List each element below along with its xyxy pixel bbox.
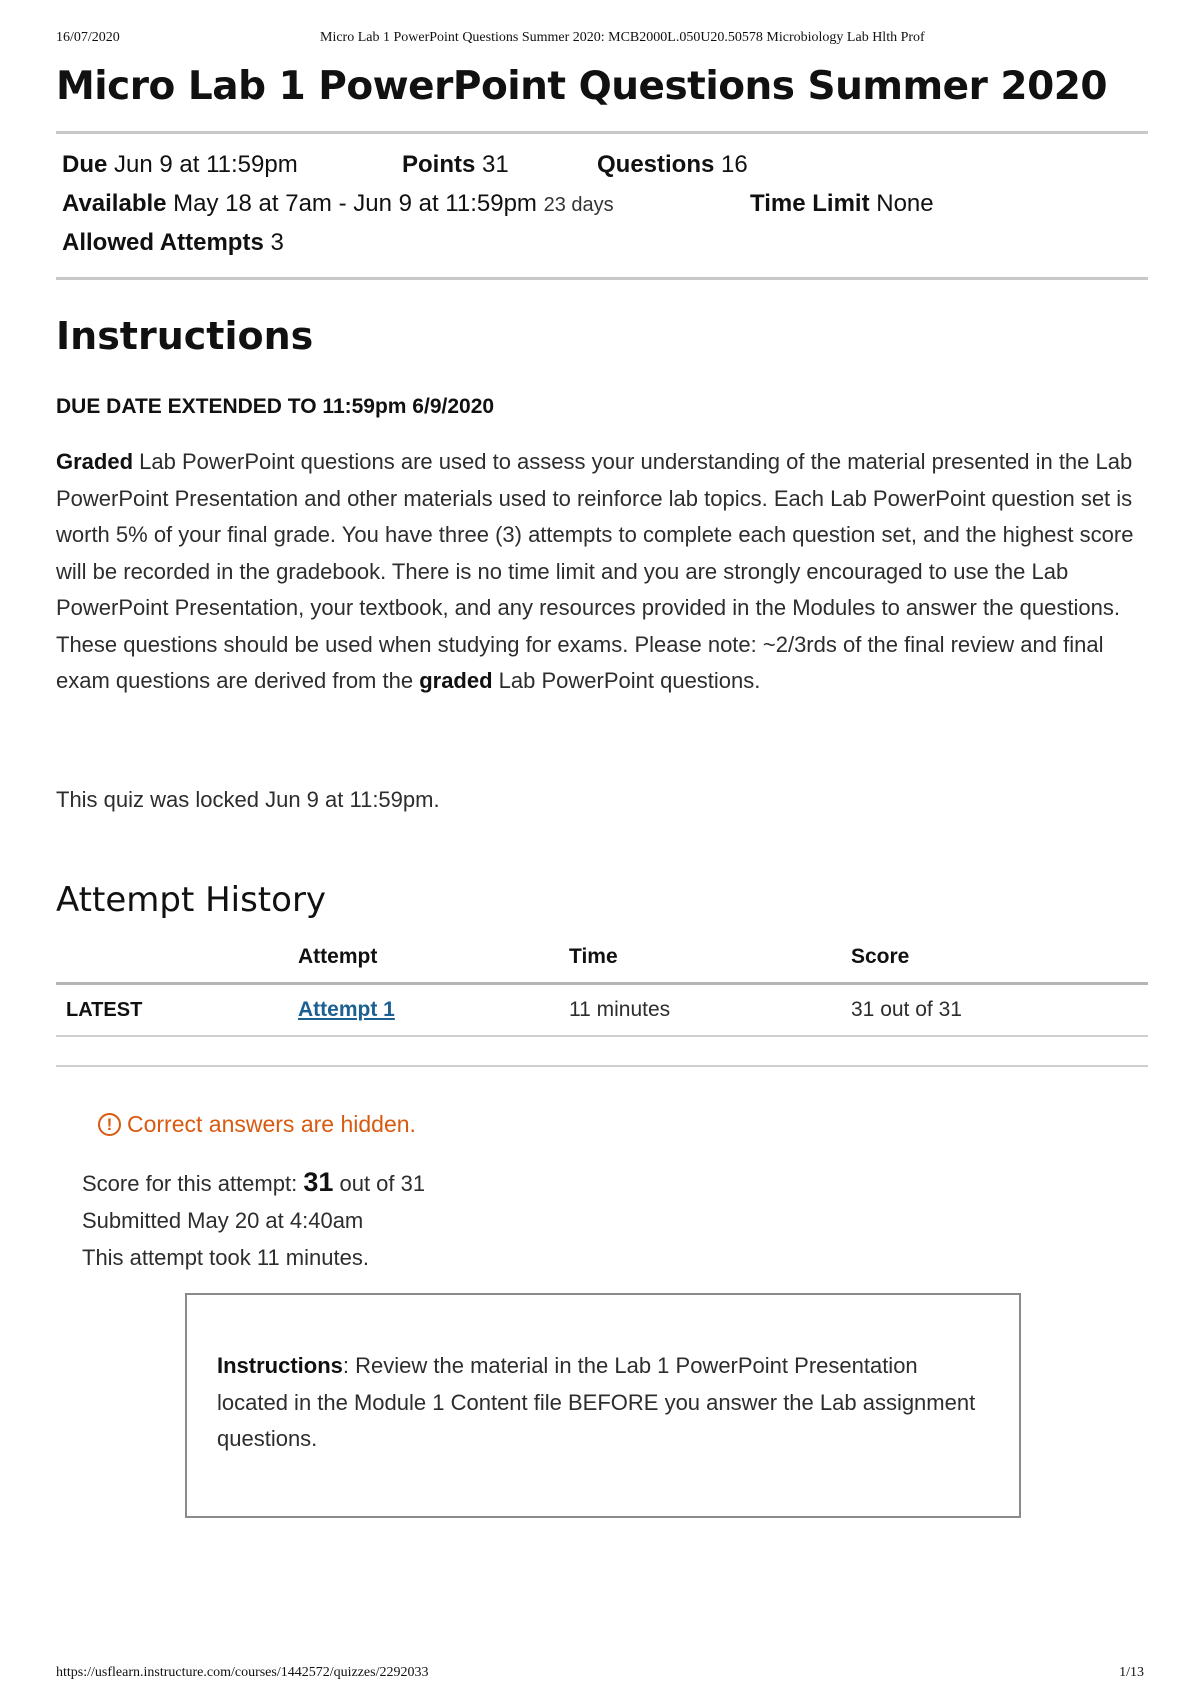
score-suffix: out of 31 <box>333 1171 426 1196</box>
submitted-line: Submitted May 20 at 4:40am <box>82 1208 364 1233</box>
due-date <box>62 151 298 179</box>
table-header-row <box>56 932 1148 984</box>
print-url: https://usflearn.instructure.com/courses/1442572/quizzes/2292033 <box>56 1665 429 1680</box>
column-header-time: Time <box>569 932 851 984</box>
time-limit-value: None <box>876 190 934 217</box>
available-value: May 18 at 7am - Jun 9 at 11:59pm <box>173 190 537 217</box>
due-extended-notice: DUE DATE EXTENDED TO 11:59pm 6/9/2020 <box>56 395 495 418</box>
questions-label: Questions <box>597 151 715 178</box>
instructions-text <box>56 444 1151 700</box>
attempt-history-heading: Attempt History <box>56 880 327 920</box>
attempt-history-table <box>56 932 1148 1037</box>
allowed-attempts-label: Allowed Attempts <box>62 229 264 256</box>
availability <box>62 190 614 218</box>
questions-count <box>597 151 748 179</box>
print-date: 16/07/2020 <box>56 30 120 45</box>
allowed-attempts-value: 3 <box>270 229 284 256</box>
warning-icon: ! <box>98 1113 121 1136</box>
time-limit <box>750 190 934 218</box>
due-value: Jun 9 at 11:59pm <box>114 151 298 178</box>
duration-line: This attempt took 11 minutes. <box>82 1245 369 1270</box>
divider <box>56 131 1148 134</box>
due-label: Due <box>62 151 108 178</box>
score-line <box>82 1164 425 1202</box>
print-footer <box>56 1665 1144 1685</box>
points-label: Points <box>402 151 476 178</box>
instructions-text-part-1: Lab PowerPoint questions are used to assess your understanding of the material presented in the Lab PowerPoint Presentation and other materials used to reinforce lab topics. Each Lab PowerPoint question set is worth 5% of your final grade. You have three (3) attempts to complete each question set, and the highest score will be recorded in the gradebook. There is no time limit and you are strongly encouraged to use the Lab PowerPoint Presentation, your textbook, and any resources provided in the Modules to answer the questions. These questions should be used when studying for exams. Please note: ~2/3rds of the final review and final exam questions are derived from the <box>56 449 1134 693</box>
graded-emphasis: graded <box>419 668 493 693</box>
instructions-box <box>185 1293 1021 1518</box>
page-title: Micro Lab 1 PowerPoint Questions Summer 2020 <box>56 64 1107 109</box>
points <box>402 151 509 179</box>
score-prefix: Score for this attempt: <box>82 1171 304 1196</box>
instructions-text-part-2: Lab PowerPoint questions. <box>492 668 761 693</box>
graded-emphasis: Graded <box>56 449 134 474</box>
divider <box>56 277 1148 280</box>
allowed-attempts <box>62 229 284 257</box>
print-header <box>56 30 1144 50</box>
instructions-box-label: Instructions <box>217 1353 343 1378</box>
instructions-heading: Instructions <box>56 314 314 358</box>
attempt-time: 11 minutes <box>569 984 851 1037</box>
instructions-box-body: : Review the material in the Lab 1 PowerPoint Presentation located in the Module 1 Content file BEFORE you answer the Lab assignment questions. <box>217 1353 976 1451</box>
time-limit-label: Time Limit <box>750 190 870 217</box>
questions-value: 16 <box>721 151 748 178</box>
column-header-attempt: Attempt <box>298 932 569 984</box>
print-document-title: Micro Lab 1 PowerPoint Questions Summer 2020: MCB2000L.050U20.50578 Microbiology Lab Hlth Prof <box>320 30 925 45</box>
table-row <box>56 984 1148 1037</box>
attempt-link[interactable]: Attempt 1 <box>298 998 395 1021</box>
attempt-summary <box>82 1164 425 1276</box>
column-header <box>56 932 298 984</box>
points-value: 31 <box>482 151 509 178</box>
locked-notice: This quiz was locked Jun 9 at 11:59pm. <box>56 787 440 812</box>
column-header-score: Score <box>851 932 1148 984</box>
attempt-score: 31 out of 31 <box>851 984 1148 1037</box>
instructions-box-text <box>217 1348 987 1458</box>
page-number: 1/13 <box>1119 1665 1144 1680</box>
answers-hidden-text: Correct answers are hidden. <box>127 1111 416 1137</box>
score-value: 31 <box>303 1167 334 1197</box>
available-label: Available <box>62 190 167 217</box>
divider <box>56 1065 1148 1067</box>
answers-hidden-notice <box>98 1111 416 1138</box>
latest-tag: LATEST <box>56 984 298 1037</box>
available-duration: 23 days <box>543 194 614 216</box>
